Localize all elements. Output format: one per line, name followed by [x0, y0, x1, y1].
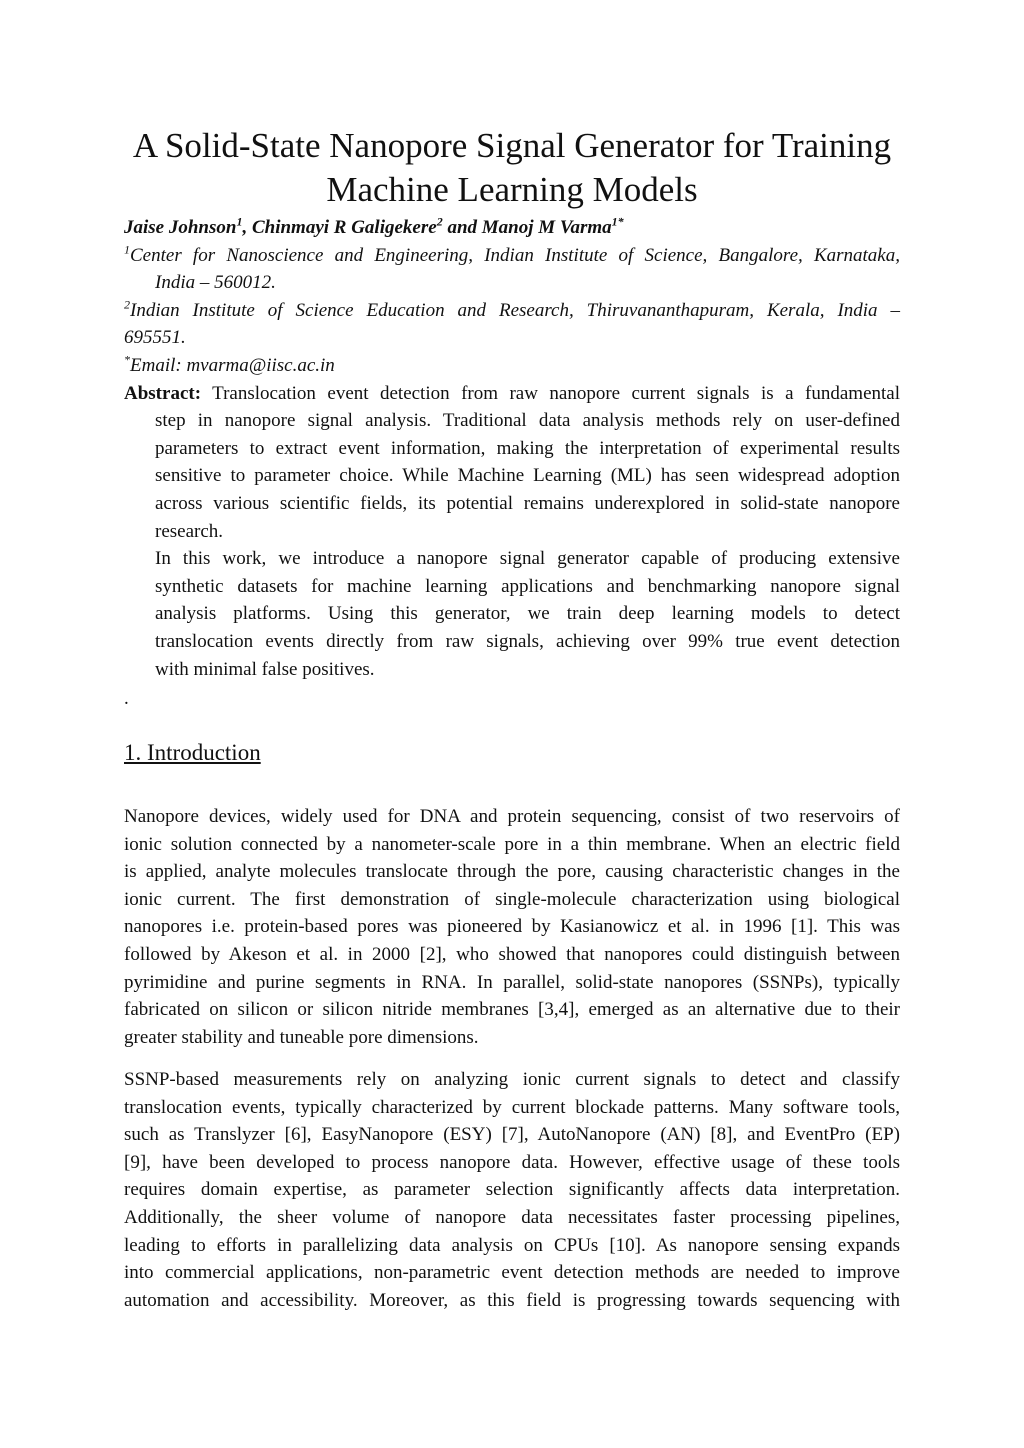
text-line: [9], have been developed to process nanopore data. However, effective usage of these tools — [124, 1151, 900, 1173]
text-line: parameters to extract event information, making the interpretation of experimental results — [155, 437, 900, 459]
affiliation-1 — [124, 242, 900, 270]
author-sup: 2 — [436, 214, 443, 229]
author-sup: 1* — [611, 214, 624, 229]
text-line: into commercial applications, non-parametric event detection methods are needed to improve — [124, 1262, 900, 1284]
text-line: nanopores i.e. protein-based pores was pioneered by Kasianowicz et al. in 1996 [1]. This was — [124, 916, 900, 938]
text-line: followed by Akeson et al. in 2000 [2], who showed that nanopores could distinguish between — [124, 943, 900, 965]
text-line: translocation events, typically characterized by current blockade patterns. Many software tools, — [124, 1096, 900, 1118]
affiliation-sup: 2 — [124, 297, 130, 312]
text-line: synthetic datasets for machine learning applications and benchmarking nanopore signal — [155, 575, 900, 597]
text-line: greater stability and tuneable pore dimensions. — [124, 1026, 479, 1048]
author-name: Chinmayi R Galigekere — [251, 217, 437, 238]
paper-title — [0, 124, 1024, 212]
text-line: sensitive to parameter choice. While Machine Learning (ML) has seen widespread adoption — [155, 465, 900, 487]
text-line: analysis platforms. Using this generator, we train deep learning models to detect — [155, 603, 900, 625]
text-line: is applied, analyte molecules translocate through the pore, causing characteristic changes in the — [124, 861, 900, 883]
author-sup: 1 — [236, 214, 243, 229]
text-line: requires domain expertise, as parameter selection significantly affects data interpretation. — [124, 1179, 900, 1201]
affiliation-2-cont: 695551. — [124, 327, 186, 349]
email-text: Email: mvarma@iisc.ac.in — [130, 354, 335, 376]
text-line: ionic current. The first demonstration of single-molecule characterization using biological — [124, 888, 900, 910]
abstract-label: Abstract: — [124, 382, 202, 404]
abstract-first-line — [124, 380, 900, 408]
text-line: Additionally, the sheer volume of nanopore data necessitates faster processing pipelines, — [124, 1206, 900, 1228]
email-sup: * — [124, 352, 130, 367]
authors — [124, 214, 900, 242]
text-line: In this work, we introduce a nanopore signal generator capable of producing extensive — [155, 548, 900, 570]
text-line: translocation events directly from raw signals, achieving over 99% true event detection — [155, 630, 900, 652]
author-name: Manoj M Varma — [481, 217, 612, 238]
title-line: A Solid-State Nanopore Signal Generator for Training — [132, 126, 892, 165]
text-line: Nanopore devices, widely used for DNA and protein sequencing, consist of two reservoirs of — [124, 806, 900, 827]
text-line: fabricated on silicon or silicon nitride membranes [3,4], emerged as an alternative due to their — [124, 999, 900, 1021]
stray-period: . — [124, 688, 129, 710]
abstract-body — [124, 407, 900, 683]
text-line: SSNP-based measurements rely on analyzing ionic current signals to detect and classify — [124, 1069, 900, 1090]
text-line: across various scientific fields, its potential remains underexplored in solid-state nanopore — [155, 492, 900, 514]
title-line: Machine Learning Models — [326, 170, 698, 209]
affiliation-sup: 1 — [124, 242, 130, 257]
abstract-text: Translocation event detection from raw nanopore current signals is a fundamental — [201, 382, 900, 404]
text-line: ionic solution connected by a nanometer-scale pore in a thin membrane. When an electric field — [124, 833, 900, 855]
affiliation-2 — [124, 297, 900, 325]
affiliation-text: Indian Institute of Science Education and Research, Thiruvananthapuram, Kerala, India – — [130, 299, 900, 321]
text-line: research. — [155, 520, 224, 542]
paragraph — [124, 803, 900, 1051]
author-sep: and — [442, 217, 482, 238]
text-line: with minimal false positives. — [155, 658, 375, 680]
email — [124, 352, 900, 380]
paragraph — [124, 1066, 900, 1314]
affiliation-1-cont: India – 560012. — [155, 272, 276, 294]
text-line: leading to efforts in parallelizing data analysis on CPUs [10]. As nanopore sensing expands — [124, 1234, 900, 1256]
text-line: such as Translyzer [6], EasyNanopore (ESY) [7], AutoNanopore (AN) [8], and EventPro (EP) — [124, 1124, 900, 1146]
affiliation-text: Center for Nanoscience and Engineering, Indian Institute of Science, Bangalore, Karnataka, — [130, 244, 900, 266]
text-line: automation and accessibility. Moreover, as this field is progressing towards sequencing with — [124, 1289, 900, 1311]
author-name: Jaise Johnson — [124, 217, 237, 238]
text-line: pyrimidine and purine segments in RNA. In parallel, solid-state nanopores (SSNPs), typically — [124, 971, 900, 993]
author-sep: , — [242, 217, 252, 238]
front-matter — [124, 214, 900, 713]
text-line: step in nanopore signal analysis. Traditional data analysis methods rely on user-defined — [155, 410, 900, 432]
section-heading: 1. Introduction — [124, 740, 261, 765]
